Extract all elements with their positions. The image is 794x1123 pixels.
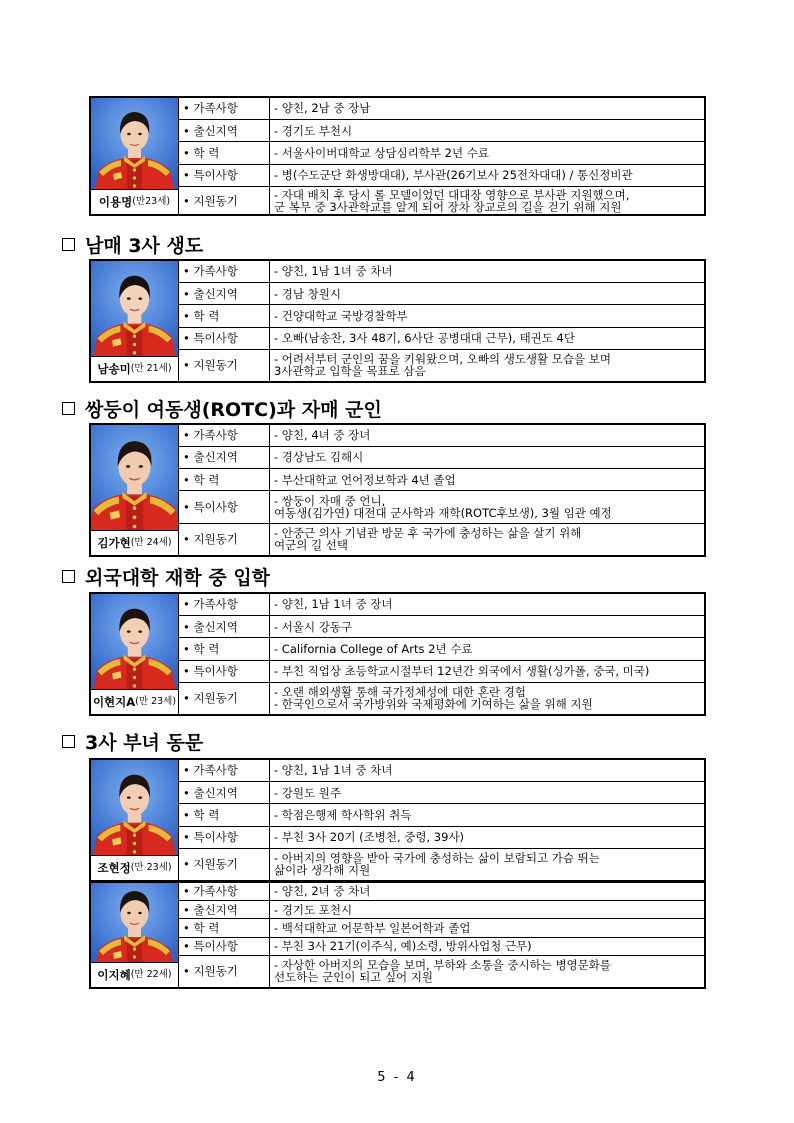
field-label <box>179 119 270 141</box>
portrait-photo <box>91 425 178 530</box>
profile-row-origin <box>90 900 705 918</box>
profile-row-motive <box>90 187 705 216</box>
label-motive: • 지원동기 <box>183 532 238 547</box>
profile-row-education <box>90 919 705 937</box>
value-text: - 양친, 2남 중 장남 <box>274 101 371 116</box>
field-label <box>179 424 270 446</box>
photo-cell <box>90 424 179 556</box>
value-line: - 병(수도군단 화생방대대), 부사관(26기보사 25전차대대) / 통신정비관 <box>274 169 633 182</box>
value-line: - 자상한 아버지의 모습을 보며, 부하와 소통을 중시하는 병영문화를 <box>274 959 611 972</box>
photo-box <box>91 883 178 987</box>
name-caption <box>91 356 178 381</box>
field-label <box>179 164 270 186</box>
field-value-notes <box>270 491 706 523</box>
label-motive: • 지원동기 <box>183 857 238 872</box>
field-value-notes <box>270 937 706 955</box>
field-label <box>179 142 270 164</box>
label-education: • 학 력 <box>183 920 220 935</box>
label-origin: • 출신지역 <box>183 286 238 301</box>
value-text: - 양친, 1남 1녀 중 차녀 <box>274 264 393 279</box>
profile-row-family <box>90 593 705 615</box>
person-age: (만 21세) <box>130 363 172 374</box>
section-title-text: 3사 부녀 동문 <box>85 731 204 754</box>
label-notes: • 특이사항 <box>183 331 238 346</box>
photo-cell <box>90 260 179 382</box>
profile-row-motive <box>90 682 705 715</box>
label-family: • 가족사항 <box>183 264 238 279</box>
name-caption <box>91 962 178 987</box>
field-value-origin <box>270 446 706 468</box>
value-text: - 학점은행제 학사학위 취득 <box>274 807 412 822</box>
profile-row-education <box>90 305 705 327</box>
label-origin: • 출신지역 <box>183 902 238 917</box>
field-label <box>179 660 270 682</box>
photo-box <box>91 425 178 555</box>
label-family: • 가족사항 <box>183 101 238 116</box>
field-label <box>179 260 270 282</box>
field-label <box>179 937 270 955</box>
profile-table <box>89 881 706 989</box>
field-value-motive <box>270 523 706 556</box>
value-line: 여군의 길 선택 <box>274 539 348 552</box>
field-value-motive <box>270 682 706 715</box>
name-caption <box>91 530 178 555</box>
profile-row-notes <box>90 491 705 523</box>
field-label <box>179 327 270 349</box>
field-value-motive <box>270 848 706 881</box>
value-text: - 강원도 원주 <box>274 785 342 800</box>
section-title-text: 외국대학 재학 중 입학 <box>85 566 271 589</box>
field-value-origin <box>270 282 706 304</box>
person-name: 남송미 <box>97 362 131 376</box>
photo-cell <box>90 759 179 881</box>
label-notes: • 특이사항 <box>183 939 238 954</box>
field-label <box>179 900 270 918</box>
checkbox-square-icon <box>62 735 75 748</box>
value-line: - 아버지의 영향을 받아 국가에 충성하는 삶이 보람되고 가슴 뛰는 <box>274 852 600 865</box>
value-text: - 양친, 2녀 중 차녀 <box>274 884 371 899</box>
value-line: - 오빠(남송찬, 3사 48기, 6사단 공병대대 근무), 태권도 4단 <box>274 332 575 345</box>
field-label <box>179 919 270 937</box>
value-line: - 안중근 의사 기념관 방문 후 국가에 충성하는 삶을 살기 위해 <box>274 527 582 540</box>
field-label <box>179 305 270 327</box>
photo-cell <box>90 593 179 715</box>
value-text: - 경기도 포천시 <box>274 902 353 917</box>
field-label <box>179 446 270 468</box>
profile-row-origin <box>90 781 705 803</box>
field-value-education <box>270 804 706 826</box>
profile-row-notes <box>90 164 705 186</box>
person-name: 조현정 <box>97 861 131 875</box>
profile-row-education <box>90 638 705 660</box>
portrait-photo <box>91 883 178 962</box>
label-education: • 학 력 <box>183 807 220 822</box>
field-label <box>179 491 270 523</box>
photo-box <box>91 261 178 381</box>
person-name: 이용명 <box>98 195 133 209</box>
field-value-education <box>270 638 706 660</box>
profile-row-family <box>90 424 705 446</box>
field-label <box>179 523 270 556</box>
field-value-education <box>270 142 706 164</box>
person-age: (만 22세) <box>130 969 172 980</box>
field-label <box>179 638 270 660</box>
field-value-family <box>270 260 706 282</box>
label-education: • 학 력 <box>183 145 220 160</box>
label-education: • 학 력 <box>183 308 220 323</box>
profile-row-family <box>90 882 705 900</box>
profile-table <box>89 592 706 716</box>
name-caption <box>91 189 178 214</box>
profile-table <box>89 423 706 557</box>
field-label <box>179 282 270 304</box>
photo-box <box>91 98 178 214</box>
profile-row-notes <box>90 826 705 848</box>
field-value-notes <box>270 660 706 682</box>
label-education: • 학 력 <box>183 472 220 487</box>
section-title <box>62 395 382 421</box>
value-text: - 양친, 1남 1녀 중 차녀 <box>274 763 393 778</box>
portrait-photo <box>91 594 178 689</box>
person-name: 이현지A <box>92 695 136 709</box>
name-caption <box>91 855 178 880</box>
field-value-motive <box>270 349 706 382</box>
person-age: (만 24세) <box>130 537 172 548</box>
profile-row-family <box>90 260 705 282</box>
field-value-family <box>270 424 706 446</box>
value-line: 군 복무 중 3사관학교를 알게 되어 장차 장교로의 길을 걷기 위해 지원 <box>274 200 622 213</box>
profile-table <box>89 96 706 216</box>
value-line: 3사관학교 입학을 목표로 삼음 <box>274 365 426 378</box>
field-value-motive <box>270 187 706 216</box>
label-motive: • 지원동기 <box>183 964 238 979</box>
profile-row-origin <box>90 446 705 468</box>
profile-row-education <box>90 804 705 826</box>
profile-row-notes <box>90 660 705 682</box>
field-value-notes <box>270 164 706 186</box>
field-value-origin <box>270 119 706 141</box>
field-label <box>179 826 270 848</box>
label-origin: • 출신지역 <box>183 785 238 800</box>
field-value-notes <box>270 826 706 848</box>
label-family: • 가족사항 <box>183 763 238 778</box>
field-value-family <box>270 97 706 119</box>
name-caption <box>91 689 178 714</box>
label-notes: • 특이사항 <box>183 500 238 515</box>
value-text: - 서울사이버대학교 상담심리학부 2년 수료 <box>274 145 489 160</box>
value-line: - 한국인으로서 국가방위와 국제평화에 기여하는 삶을 위해 지원 <box>274 698 593 711</box>
field-label <box>179 759 270 781</box>
field-value-origin <box>270 615 706 637</box>
field-value-origin <box>270 900 706 918</box>
profile-row-family <box>90 97 705 119</box>
value-line: 삶이라 생각해 지원 <box>274 864 371 877</box>
profile-row-motive <box>90 349 705 382</box>
profile-row-origin <box>90 282 705 304</box>
profile-table <box>89 758 706 882</box>
field-value-education <box>270 469 706 491</box>
field-value-notes <box>270 327 706 349</box>
checkbox-square-icon <box>62 570 75 583</box>
value-line: - 부친 3사 21기(이주식, 예)소령, 방위사업청 근무) <box>274 940 532 953</box>
value-text: - 경남 창원시 <box>274 286 342 301</box>
label-notes: • 특이사항 <box>183 168 238 183</box>
profile-row-education <box>90 469 705 491</box>
field-value-family <box>270 882 706 900</box>
section-title <box>62 728 203 754</box>
value-text: - 경기도 부천시 <box>274 123 353 138</box>
label-origin: • 출신지역 <box>183 123 238 138</box>
field-value-family <box>270 593 706 615</box>
value-text: - 건양대학교 국방경찰학부 <box>274 308 408 323</box>
label-motive: • 지원동기 <box>183 358 238 373</box>
portrait-photo <box>91 98 178 189</box>
page-number-text: 5 - 4 <box>377 1070 417 1085</box>
label-family: • 가족사항 <box>183 884 238 899</box>
label-notes: • 특이사항 <box>183 664 238 679</box>
field-label <box>179 682 270 715</box>
portrait-photo <box>91 760 178 855</box>
profile-row-origin <box>90 119 705 141</box>
field-label <box>179 848 270 881</box>
field-label <box>179 593 270 615</box>
profile-table <box>89 259 706 383</box>
field-label <box>179 615 270 637</box>
profile-row-motive <box>90 848 705 881</box>
checkbox-square-icon <box>62 238 75 251</box>
checkbox-square-icon <box>62 402 75 415</box>
value-line: - 쌍둥이 자매 중 언니, <box>274 495 386 508</box>
value-text: - 백석대학교 어문학부 일본어학과 졸업 <box>274 920 471 935</box>
person-age: (만 23세) <box>135 696 177 707</box>
label-education: • 학 력 <box>183 641 220 656</box>
section-title-text: 쌍둥이 여동생(ROTC)과 자매 군인 <box>85 398 382 421</box>
label-family: • 가족사항 <box>183 428 238 443</box>
field-label <box>179 187 270 216</box>
profile-row-motive <box>90 955 705 988</box>
field-value-education <box>270 305 706 327</box>
label-motive: • 지원동기 <box>183 193 238 208</box>
person-name: 이지혜 <box>97 968 131 982</box>
label-notes: • 특이사항 <box>183 830 238 845</box>
value-text: - 양친, 1남 1녀 중 장녀 <box>274 597 393 612</box>
value-line: 선도하는 군인이 되고 싶어 지원 <box>274 971 434 984</box>
profile-row-notes <box>90 327 705 349</box>
label-family: • 가족사항 <box>183 597 238 612</box>
person-age: (만23세) <box>132 196 171 207</box>
field-label <box>179 804 270 826</box>
photo-box <box>91 594 178 714</box>
profile-row-family <box>90 759 705 781</box>
page-number <box>0 1070 794 1085</box>
profile-row-origin <box>90 615 705 637</box>
field-value-family <box>270 759 706 781</box>
value-line: - 자대 배치 후 당시 롤 모델이었던 대대장 영향으로 부사관 지원했으며, <box>274 188 630 201</box>
photo-cell <box>90 882 179 988</box>
value-line: - 부친 3사 20기 (조병천, 중령, 39사) <box>274 831 465 844</box>
value-text: - 양친, 4녀 중 장녀 <box>274 428 371 443</box>
value-text: - 서울시 강동구 <box>274 619 353 634</box>
portrait-photo <box>91 261 178 356</box>
label-origin: • 출신지역 <box>183 450 238 465</box>
value-line: - 부친 직업상 초등학교시절부터 12년간 외국에서 생활(싱가폴, 중국, 미국) <box>274 665 650 678</box>
value-text: - California College of Arts 2년 수료 <box>274 641 473 656</box>
field-label <box>179 469 270 491</box>
photo-cell <box>90 97 179 215</box>
field-value-education <box>270 919 706 937</box>
section-title-text: 남매 3사 생도 <box>85 234 204 257</box>
value-line: 여동생(김가연) 대전대 군사학과 재학(ROTC후보생), 3월 임관 예정 <box>274 507 612 520</box>
profile-row-notes <box>90 937 705 955</box>
photo-box <box>91 760 178 880</box>
profile-row-education <box>90 142 705 164</box>
value-line: - 오랜 해외생활 통해 국가정체성에 대한 혼란 경험 <box>274 686 526 699</box>
section-title <box>62 231 203 257</box>
section-title <box>62 563 270 589</box>
field-label <box>179 781 270 803</box>
field-label <box>179 882 270 900</box>
label-motive: • 지원동기 <box>183 691 238 706</box>
label-origin: • 출신지역 <box>183 619 238 634</box>
value-text: - 경상남도 김해시 <box>274 450 364 465</box>
value-text: - 부산대학교 언어정보학과 4년 졸업 <box>274 472 456 487</box>
field-label <box>179 955 270 988</box>
field-label <box>179 97 270 119</box>
field-label <box>179 349 270 382</box>
field-value-origin <box>270 781 706 803</box>
field-value-motive <box>270 955 706 988</box>
value-line: - 어려서부터 군인의 꿈을 키워왔으며, 오빠의 생도생활 모습을 보며 <box>274 353 611 366</box>
person-name: 김가현 <box>97 536 131 550</box>
profile-row-motive <box>90 523 705 556</box>
person-age: (만 23세) <box>130 862 172 873</box>
